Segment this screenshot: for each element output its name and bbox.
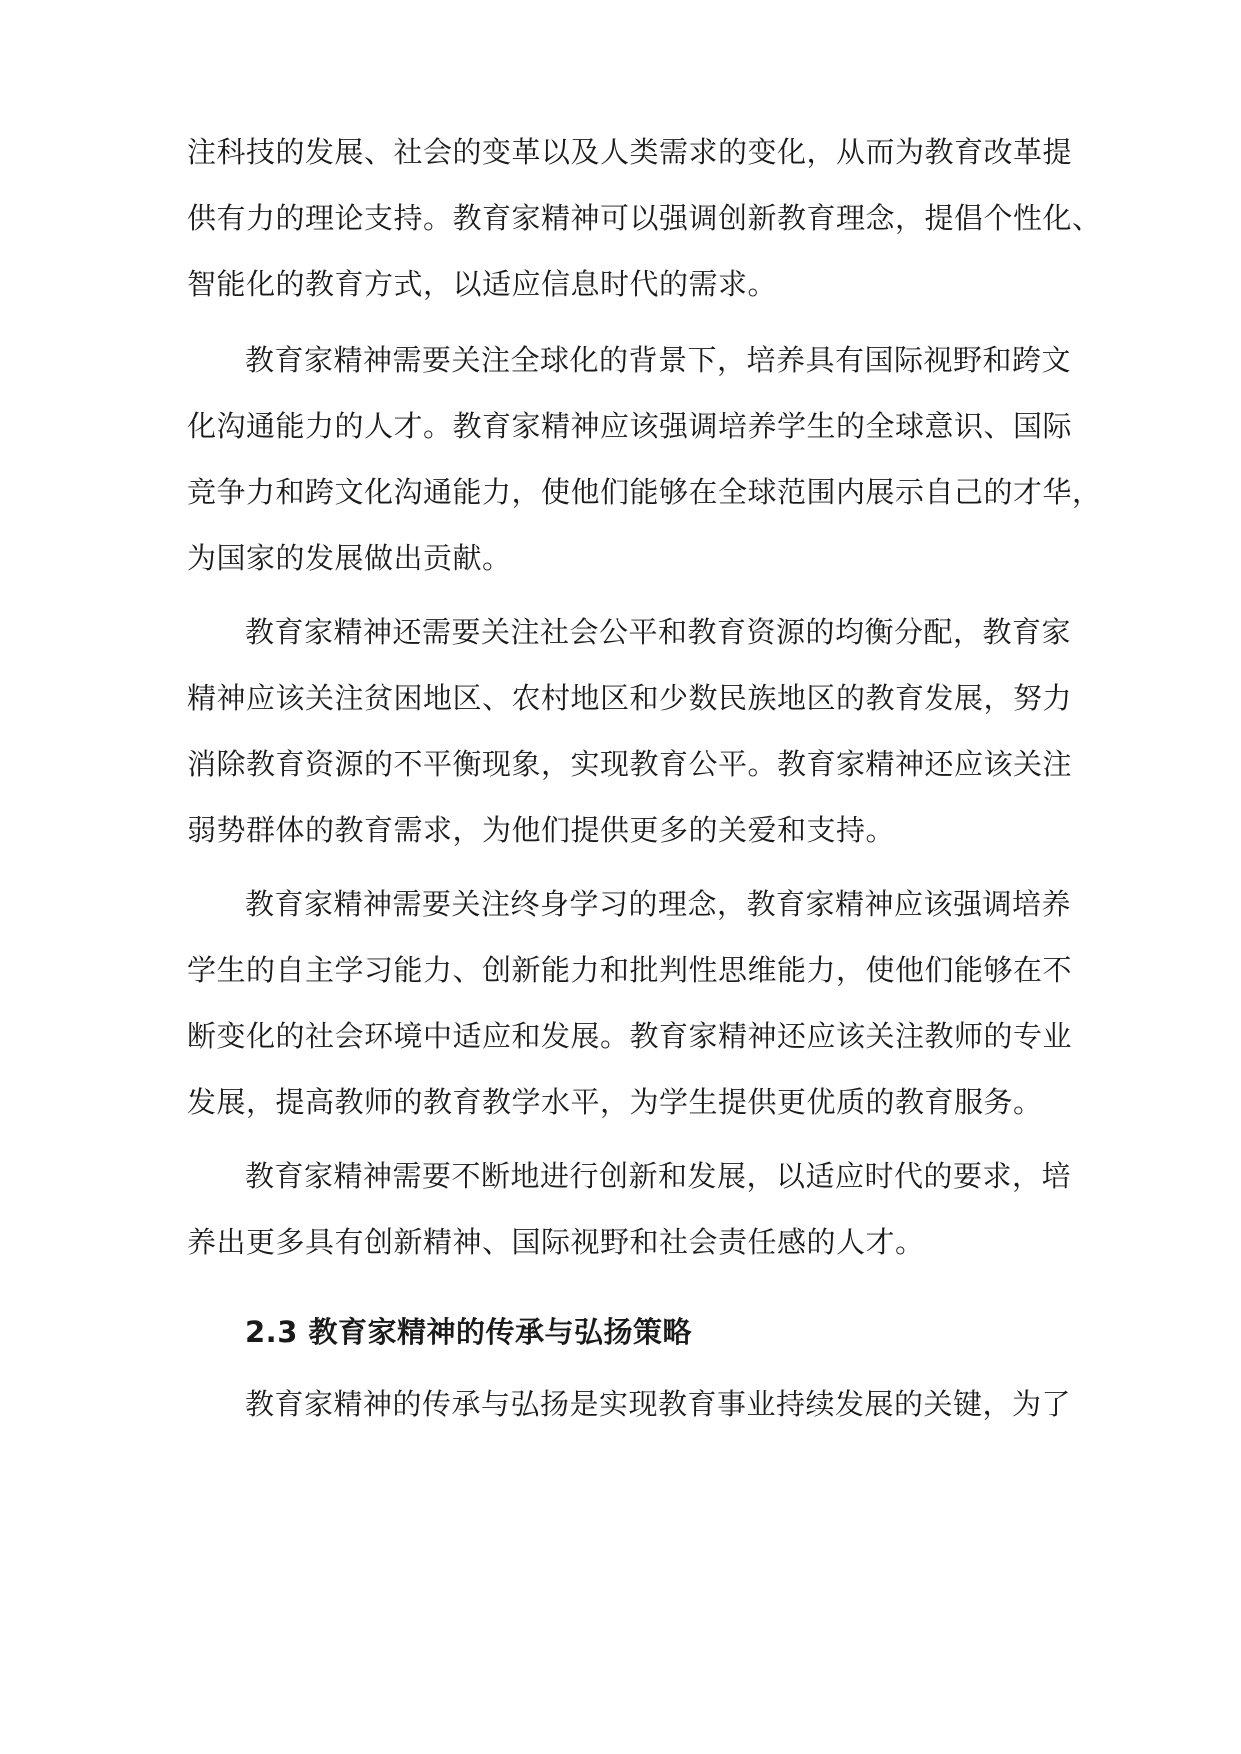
paragraph-3-line-2: 精神应该关注贫困地区、农村地区和少数民族地区的教育发展，努力 <box>187 681 1073 715</box>
paragraph-2-line-2: 化沟通能力的人才。教育家精神应该强调培养学生的全球意识、国际 <box>187 409 1073 443</box>
paragraph-4-line-2: 学生的自主学习能力、创新能力和批判性思维能力，使他们能够在不 <box>187 953 1073 987</box>
paragraph-3-line-1: 教育家精神还需要关注社会公平和教育资源的均衡分配，教育家 <box>245 615 1072 649</box>
paragraph-2-line-4: 为国家的发展做出贡献。 <box>187 541 512 575</box>
closing-paragraph-line-1: 教育家精神的传承与弘扬是实现教育事业持续发展的关键，为了 <box>245 1387 1072 1421</box>
paragraph-5-line-1: 教育家精神需要不断地进行创新和发展，以适应时代的要求，培 <box>245 1159 1072 1193</box>
paragraph-3-line-4: 弱势群体的教育需求，为他们提供更多的关爱和支持。 <box>187 813 896 847</box>
paragraph-2-line-3: 竞争力和跨文化沟通能力，使他们能够在全球范围内展示自己的才华， <box>187 475 1102 509</box>
paragraph-1-line-1: 注科技的发展、社会的变革以及人类需求的变化，从而为教育改革提 <box>187 135 1073 169</box>
paragraph-3-line-3: 消除教育资源的不平衡现象，实现教育公平。教育家精神还应该关注 <box>187 747 1073 781</box>
paragraph-4-line-3: 断变化的社会环境中适应和发展。教育家精神还应该关注教师的专业 <box>187 1019 1073 1053</box>
paragraph-4-line-1: 教育家精神需要关注终身学习的理念，教育家精神应该强调培养 <box>245 887 1072 921</box>
paragraph-1-line-2: 供有力的理论支持。教育家精神可以强调创新教育理念，提倡个性化、 <box>187 201 1102 235</box>
paragraph-4-line-4: 发展，提高教师的教育教学水平，为学生提供更优质的教育服务。 <box>187 1085 1043 1119</box>
paragraph-2-line-1: 教育家精神需要关注全球化的背景下，培养具有国际视野和跨文 <box>245 343 1072 377</box>
paragraph-5-line-2: 养出更多具有创新精神、国际视野和社会责任感的人才。 <box>187 1225 925 1259</box>
paragraph-1-line-3: 智能化的教育方式，以适应信息时代的需求。 <box>187 267 778 301</box>
section-heading: 2.3 教育家精神的传承与弘扬策略 <box>245 1315 692 1349</box>
